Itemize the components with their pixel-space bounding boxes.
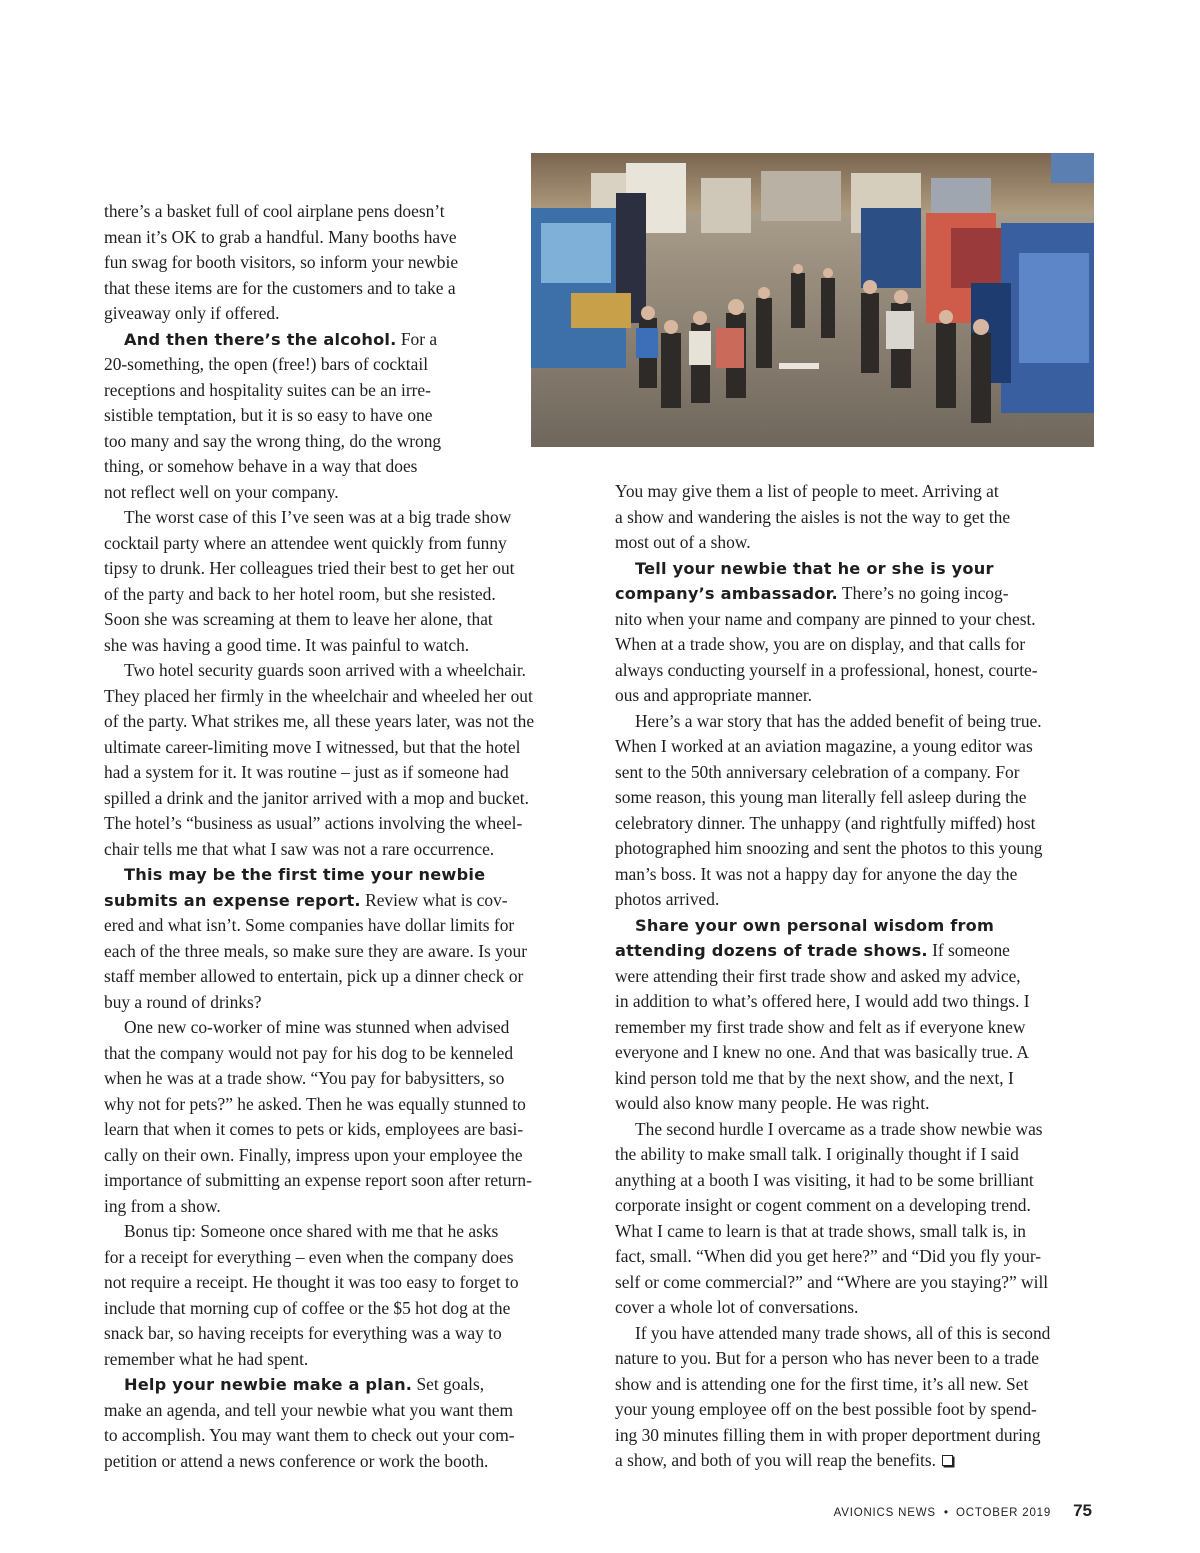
paragraph (615, 709, 1096, 913)
text-line: nature to you. But for a person who has never been to a trade (615, 1348, 1039, 1368)
text-line: thing, or somehow behave in a way that does (104, 456, 418, 476)
paragraph (615, 556, 1096, 709)
text-line: a show and wandering the aisles is not the way to get the (615, 506, 1011, 527)
paragraph (104, 862, 584, 1015)
text-line: 20-something, the open (free!) bars of cocktail (104, 354, 429, 374)
paragraph (104, 327, 584, 506)
end-of-article-square-icon (942, 1455, 953, 1466)
paragraph (615, 1321, 1096, 1474)
paragraph (104, 658, 584, 862)
text-line: snack bar, so having receipts for everything was a way to (104, 1323, 502, 1343)
text-line: too many and say the wrong thing, do the wrong (104, 430, 442, 451)
text-line: They placed her firmly in the wheelchair and wheeled her out (104, 685, 533, 706)
text-line: ing from a show. (104, 1195, 221, 1216)
subhead: And then there’s the alcohol. (124, 329, 397, 349)
text-line: Bonus tip: Someone once shared with me that he asks (124, 1221, 499, 1241)
text-line: You may give them a list of people to meet. Arriving at (615, 481, 999, 501)
text-line: cally on their own. Finally, impress upon your employee the (104, 1144, 523, 1165)
text-line: there’s a basket full of cool airplane pens doesn’t (104, 201, 445, 221)
text-line: in addition to what’s offered here, I would add two things. I (615, 991, 1030, 1011)
text-line: If you have attended many trade shows, all of this is second (635, 1322, 1051, 1343)
text-line: your young employee off on the best possible foot by spend- (615, 1399, 1037, 1419)
text-line: Two hotel security guards soon arrived with a wheelchair. (124, 660, 527, 680)
text-line: man’s boss. It was not a happy day for anyone the day the (615, 863, 1018, 884)
text-line: One new co-worker of mine was stunned when advised (124, 1017, 510, 1037)
text-line: for a receipt for everything – even when the company does (104, 1246, 514, 1267)
paragraph (104, 1219, 584, 1372)
text-line: The second hurdle I overcame as a trade show newbie was (635, 1118, 1043, 1139)
text-line: ered and what isn’t. Some companies have dollar limits for (104, 915, 515, 935)
text-line: mean it’s OK to grab a handful. Many booths have (104, 226, 457, 247)
text-line: kind person told me that by the next show, and the next, I (615, 1067, 1014, 1088)
paragraph (615, 913, 1096, 1117)
text-line: nito when your name and company are pinned to your chest. (615, 608, 1036, 629)
paragraph (615, 479, 1096, 556)
subhead: Share your own personal wisdom from (635, 915, 995, 935)
text-line: cocktail party where an attendee went quickly from funny (104, 532, 507, 553)
text-line: not reflect well on your company. (104, 481, 339, 502)
paragraph (104, 505, 584, 658)
page-footer (834, 1501, 1092, 1521)
text-run: Set goals, (412, 1374, 485, 1394)
text-line: The worst case of this I’ve seen was at a big trade show (124, 507, 512, 527)
text-line: make an agenda, and tell your newbie what you want them (104, 1399, 514, 1420)
text-line: remember my first trade show and felt as if everyone knew (615, 1016, 1026, 1037)
text-line: were attending their first trade show and asked my advice, (615, 965, 1021, 986)
text-line: some reason, this young man literally fell asleep during the (615, 787, 1027, 807)
text-line: she was having a good time. It was painful to watch. (104, 634, 470, 655)
text-line: receptions and hospitality suites can be an irre- (104, 379, 431, 400)
text-line: petition or attend a news conference or work the booth. (104, 1450, 489, 1471)
text-line: most out of a show. (615, 532, 751, 552)
paragraph (615, 1117, 1096, 1321)
text-line: include that morning cup of coffee or the $5 hot dog at the (104, 1297, 511, 1318)
text-line: corporate insight or cogent comment on a developing trend. (615, 1195, 1031, 1215)
text-line: not require a receipt. He thought it was too easy to forget to (104, 1272, 519, 1292)
text-line: What I came to learn is that at trade shows, small talk is, in (615, 1220, 1026, 1241)
text-line: Soon she was screaming at them to leave her alone, that (104, 609, 493, 629)
issue-date: OCTOBER 2019 (956, 1507, 1052, 1519)
text-line: always conducting yourself in a professional, honest, courte- (615, 659, 1038, 680)
subhead: company’s ambassador. (615, 584, 838, 603)
subhead: Tell your newbie that he or she is your (635, 558, 994, 578)
text-line: tipsy to drunk. Her colleagues tried their best to get her out (104, 558, 515, 578)
text-line: buy a round of drinks? (104, 991, 262, 1012)
publication-name: AVIONICS NEWS (833, 1507, 936, 1519)
subhead: Help your newbie make a plan. (124, 1375, 413, 1394)
text-line: had a system for it. It was routine – just as if someone had (104, 762, 509, 782)
paragraph (104, 1015, 584, 1219)
text-run: Review what is cov- (360, 889, 508, 910)
text-line: fun swag for booth visitors, so inform your newbie (104, 252, 459, 272)
text-line: show and is attending one for the first time, it’s all new. Set (615, 1373, 1029, 1394)
text-line: fact, small. “When did you get here?” and “Did you fly your- (615, 1246, 1042, 1266)
text-line: sistible temptation, but it is so easy to have one (104, 405, 433, 425)
text-line: why not for pets?” he asked. Then he was equally stunned to (104, 1093, 526, 1114)
text-line: ultimate career-limiting move I witnessed, but that the hotel (104, 736, 521, 757)
text-line: importance of submitting an expense report soon after return- (104, 1170, 532, 1190)
text-line: The hotel’s “business as usual” actions involving the wheel- (104, 813, 523, 833)
trade-show-floor-photo (531, 153, 1094, 447)
text-line: staff member allowed to entertain, pick up a dinner check or (104, 966, 524, 986)
text-line: to accomplish. You may want them to check out your com- (104, 1425, 515, 1445)
subhead: This may be the first time your newbie (124, 865, 486, 884)
paragraph (104, 1372, 584, 1474)
text-line: a show, and both of you will reap the benefits. (615, 1450, 937, 1470)
text-run: If someone (927, 940, 1010, 960)
text-run: For a (396, 328, 438, 349)
subhead: submits an expense report. (104, 890, 361, 910)
text-line: ous and appropriate manner. (615, 685, 813, 705)
left-column (104, 199, 584, 1474)
text-line: spilled a drink and the janitor arrived with a mop and bucket. (104, 787, 529, 808)
text-line: of the party. What strikes me, all these years later, was not the (104, 711, 535, 731)
text-line: When at a trade show, you are on display, and that calls for (615, 634, 1026, 654)
text-line: that the company would not pay for his dog to be kenneled (104, 1042, 514, 1063)
text-line: photos arrived. (615, 889, 720, 909)
text-line: Here’s a war story that has the added benefit of being true. (635, 710, 1042, 731)
text-line: anything at a booth I was visiting, it had to be some brilliant (615, 1169, 1034, 1190)
page-number: 75 (1073, 1501, 1092, 1520)
right-column (615, 479, 1096, 1474)
text-line: self or come commercial?” and “Where are you staying?” will (615, 1271, 1049, 1292)
text-line: the ability to make small talk. I originally thought if I said (615, 1144, 1019, 1164)
text-line: ing 30 minutes filling them in with proper deportment during (615, 1424, 1041, 1445)
text-line: sent to the 50th anniversary celebration of a company. For (615, 761, 1020, 782)
subhead: attending dozens of trade shows. (615, 941, 928, 960)
separator-bullet: • (943, 1505, 949, 1519)
text-line: that these items are for the customers and to take a (104, 277, 456, 298)
text-line: When I worked at an aviation magazine, a young editor was (615, 736, 1033, 756)
text-line: chair tells me that what I saw was not a rare occurrence. (104, 838, 495, 859)
text-line: of the party and back to her hotel room, but she resisted. (104, 583, 496, 604)
text-run: There’s no going incog- (837, 583, 1009, 603)
text-line: when he was at a trade show. “You pay for babysitters, so (104, 1068, 505, 1088)
text-line: giveaway only if offered. (104, 303, 280, 323)
text-line: everyone and I knew no one. And that was basically true. A (615, 1042, 1029, 1062)
text-line: each of the three meals, so make sure they are aware. Is your (104, 940, 527, 961)
text-line: learn that when it comes to pets or kids, employees are basi- (104, 1119, 524, 1139)
text-line: celebratory dinner. The unhappy (and rightfully miffed) host (615, 812, 1036, 833)
text-line: cover a whole lot of conversations. (615, 1297, 859, 1317)
text-line: would also know many people. He was right. (615, 1093, 930, 1113)
text-line: photographed him snoozing and sent the photos to this young (615, 838, 1043, 858)
paragraph (104, 199, 584, 327)
text-line: remember what he had spent. (104, 1348, 309, 1369)
